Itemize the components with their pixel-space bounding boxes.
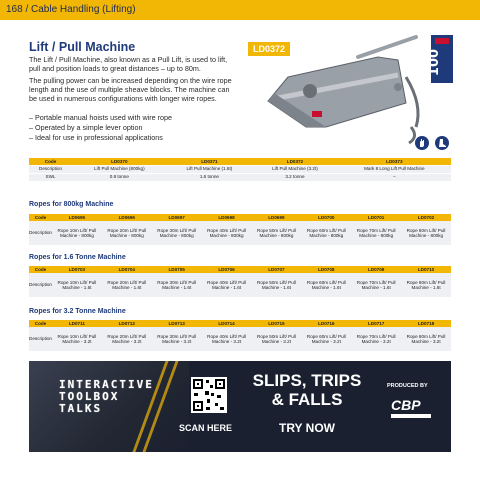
badge-number: 100 — [427, 48, 443, 77]
header-cell: LD0715 — [251, 320, 301, 327]
section-title-1-6t: Ropes for 1.6 Tonne Machine — [29, 254, 126, 261]
produced-by-label: PRODUCED BY — [387, 383, 428, 389]
page-label: 168 / Cable Handling (Lifting) — [6, 4, 136, 15]
header-cell: LD0712 — [102, 320, 152, 327]
warranty-badge — [427, 35, 453, 83]
table-header-row — [29, 266, 451, 273]
header-cell: LD0700 — [301, 214, 351, 221]
table-cell: Rope 20m Lift/ Pull Machine - 800kg — [102, 221, 152, 245]
header-cell: LD0695 — [52, 214, 102, 221]
table-cell: Rope 70m Lift/ Pull Machine - 800kg — [351, 221, 401, 245]
header-cell: LD0713 — [152, 320, 202, 327]
table-cell: Rope 80m Lift/ Pull Machine - 800kg — [401, 221, 451, 245]
header-cell: LD0703 — [52, 266, 102, 273]
header-cell: LD0706 — [202, 266, 252, 273]
table-cell: Lift Pull Machine (800kg) — [72, 165, 167, 173]
header-cell: LD0717 — [351, 320, 401, 327]
table-cell: Rope 20m Lift/ Pull Machine - 3.2t — [102, 327, 152, 351]
banner-headline — [247, 371, 367, 409]
table-cell: Rope 10m Lift/ Pull Machine - 3.2t — [52, 327, 102, 351]
table-header-row — [29, 320, 451, 327]
table-cell: 0.8 tonne — [72, 173, 167, 181]
header-cell: LD0711 — [52, 320, 102, 327]
header-cell: LD0701 — [351, 214, 401, 221]
scan-here-label: SCAN HERE — [179, 423, 233, 433]
logo-text: CBP — [391, 397, 421, 413]
table-cell: Rope 40m Lift/ Pull Machine - 800kg — [202, 221, 252, 245]
header-cell: Code — [29, 266, 52, 273]
table-cell: Lift Pull Machine (3.2t) — [252, 165, 338, 173]
table-cell: Rope 40m Lift/ Pull Machine - 3.2t — [202, 327, 252, 351]
feature-list — [29, 113, 244, 142]
header-cell: LD0705 — [152, 266, 202, 273]
model-tag: LD0372 — [248, 42, 290, 56]
section-title-3-2t: Ropes for 3.2 Tonne Machine — [29, 308, 126, 315]
header-cell: Code — [29, 158, 72, 165]
table-cell: 1.6 tonne — [167, 173, 253, 181]
table-cell: Rope 80m Lift/ Pull Machine - 3.2t — [401, 327, 451, 351]
table-row — [29, 327, 451, 351]
feature-item: – Portable manual hoists used with wire rope — [29, 113, 244, 123]
header-cell: LD0709 — [351, 266, 401, 273]
table-cell: – — [338, 173, 451, 181]
header-cell: LD0696 — [102, 214, 152, 221]
flag-icon — [435, 38, 449, 44]
header-cell: LD0373 — [338, 158, 451, 165]
table-cell: Rope 50m Lift/ Pull Machine - 3.2t — [251, 327, 301, 351]
table-cell: Rope 10m Lift/ Pull Machine - 800kg — [52, 221, 102, 245]
logo-underline — [391, 414, 431, 418]
header-cell: LD0710 — [401, 266, 451, 273]
table-row — [29, 273, 451, 297]
try-now-button[interactable]: TRY NOW — [279, 421, 335, 435]
table-row — [29, 165, 451, 173]
table-row — [29, 173, 451, 181]
header-cell: LD0716 — [301, 320, 351, 327]
headline-line: & FALLS — [271, 390, 343, 409]
header-cell: LD0697 — [152, 214, 202, 221]
ropes-3-2t-table — [29, 320, 451, 351]
logo-line: TALKS — [59, 402, 103, 415]
ropes-1-6t-table — [29, 266, 451, 297]
table-cell: 3.2 tonne — [252, 173, 338, 181]
headline-line: SLIPS, TRIPS — [252, 371, 362, 390]
table-cell: Rope 20m Lift/ Pull Machine - 1.6t — [102, 273, 152, 297]
product-title: Lift / Pull Machine — [29, 40, 136, 54]
spec-table — [29, 158, 451, 182]
header-cell: LD0702 — [401, 214, 451, 221]
table-cell: Rope 30m Lift/ Pull Machine - 1.6t — [152, 273, 202, 297]
intro-paragraph-2: The pulling power can be increased depending on the wire rope length and the use of multiple sheave blocks. The machine can be used in numerous configurations with longer wire ropes. — [29, 76, 232, 103]
table-cell: Rope 50m Lift/ Pull Machine - 1.6t — [251, 273, 301, 297]
header-cell: LD0704 — [102, 266, 152, 273]
header-cell: LD0370 — [72, 158, 167, 165]
table-cell: Rope 50m Lift/ Pull Machine - 800kg — [251, 221, 301, 245]
table-header-row — [29, 158, 451, 165]
table-cell: Rope 30m Lift/ Pull Machine - 3.2t — [152, 327, 202, 351]
gloves-icon — [415, 136, 429, 150]
table-cell: Rope 40m Lift/ Pull Machine - 1.6t — [202, 273, 252, 297]
table-cell: Rope 60m Lift/ Pull Machine - 800kg — [301, 221, 351, 245]
row-label: Description — [29, 221, 52, 245]
row-label: Description — [29, 273, 52, 297]
feature-item: – Ideal for use in professional applications — [29, 133, 244, 143]
header-cell: LD0698 — [202, 214, 252, 221]
table-cell: Rope 70m Lift/ Pull Machine - 1.6t — [351, 273, 401, 297]
brand-logo — [387, 395, 437, 417]
toolbox-talks-banner[interactable] — [29, 361, 451, 452]
header-cell: Code — [29, 214, 52, 221]
row-label: Description — [29, 327, 52, 351]
header-cell: LD0718 — [401, 320, 451, 327]
interactive-toolbox-talks-logo — [59, 379, 154, 415]
table-cell: Rope 10m Lift/ Pull Machine - 1.6t — [52, 273, 102, 297]
table-row — [29, 221, 451, 245]
feature-item: – Operated by a simple lever option — [29, 123, 244, 133]
product-intro — [29, 55, 239, 106]
table-header-row — [29, 214, 451, 221]
row-label: Description — [29, 165, 72, 173]
page-header-bar — [0, 0, 480, 20]
intro-paragraph-1: The Lift / Pull Machine, also known as a Pull Lift, is used to lift, pull and position loads to great distances – up to 80m. — [29, 55, 228, 73]
table-cell: Rope 30m Lift/ Pull Machine - 800kg — [152, 221, 202, 245]
table-cell: Rope 60m Lift/ Pull Machine - 3.2t — [301, 327, 351, 351]
boots-icon — [435, 136, 449, 150]
table-cell: Rope 80m Lift/ Pull Machine - 1.6t — [401, 273, 451, 297]
header-cell: LD0372 — [252, 158, 338, 165]
header-cell: LD0708 — [301, 266, 351, 273]
table-cell: Rope 60m Lift/ Pull Machine - 1.6t — [301, 273, 351, 297]
header-cell: LD0371 — [167, 158, 253, 165]
header-cell: LD0699 — [251, 214, 301, 221]
logo-line: TOOLBOX — [59, 390, 120, 403]
table-cell: Mark 8 Long Lift Pull Machine — [338, 165, 451, 173]
section-title-800kg: Ropes for 800kg Machine — [29, 201, 114, 208]
logo-line: INTERACTIVE — [59, 378, 154, 391]
table-cell: Lift Pull Machine (1.6t) — [167, 165, 253, 173]
header-cell: LD0714 — [202, 320, 252, 327]
table-cell: Rope 70m Lift/ Pull Machine - 3.2t — [351, 327, 401, 351]
header-cell: LD0707 — [251, 266, 301, 273]
header-cell: Code — [29, 320, 52, 327]
qr-code[interactable] — [191, 377, 227, 413]
row-label: SWL — [29, 173, 72, 181]
ropes-800kg-table — [29, 214, 451, 245]
